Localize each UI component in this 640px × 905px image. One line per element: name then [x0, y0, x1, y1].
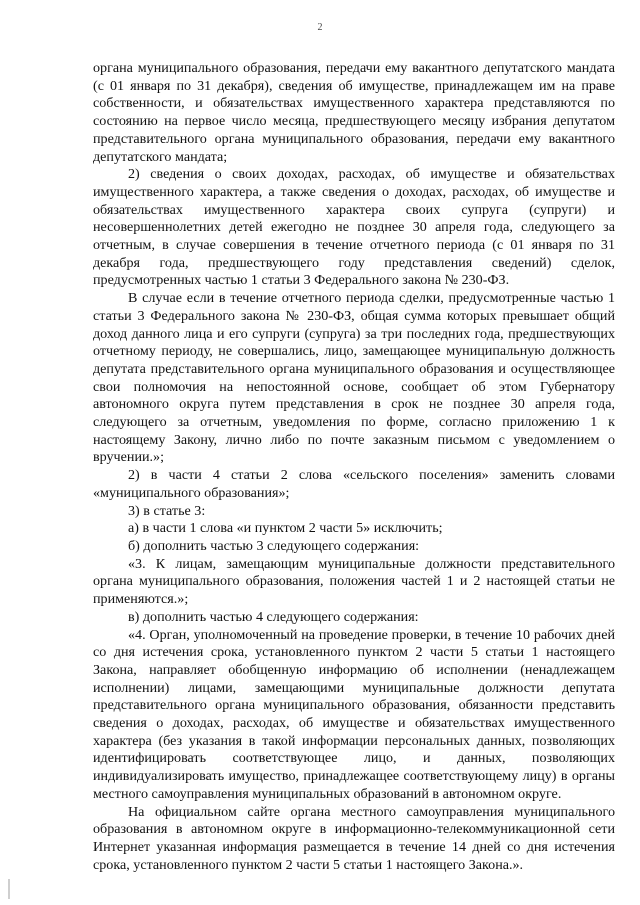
document-body — [93, 60, 615, 874]
paragraph-part-3: «3. К лицам, замещающим муниципальные должности представительного органа муниципального образования, положения частей 1 и 2 настоящей статьи не применяются.»; — [93, 555, 615, 608]
paragraph-subitem-v: в) дополнить частью 4 следующего содержания: — [128, 608, 419, 625]
paragraph-part-4: «4. Орган, уполномоченный на проведение проверки, в течение 10 рабочих дней со дня истечения срока, установленного пунктом 2 части 5 статьи 1 настоящего Закона, направляет обобщенную информацию об исполнении (ненадлежащем исполнении) лицами, замещающими муниципальные должности депутата представительного органа муниципального образования, обязанности представить сведения о доходах, расходах, об имуществе и обязательствах имущественного характера (без указания в такой информации персональных данных, позволяющих идентифицировать соответствующее лицо, и данных, позволяющих индивидуализировать имущество, принадлежащее соответствующему лицу) в органы местного самоуправления муниципальных образований в автономном округе. — [93, 626, 615, 802]
paragraph-continuation: органа муниципального образования, передачи ему вакантного депутатского мандата (с 01 января по 31 декабря), сведения об имуществе, принадлежащем им на праве собственности, и обязательствах имущественного характера представляются по состоянию на первое число месяца, предшествующего месяцу избрания депутатом представительного органа муниципального образования, передачи ему вакантного депутатского мандата; — [93, 60, 615, 165]
scan-edge-mark — [8, 879, 10, 899]
paragraph-item-2: 2) сведения о своих доходах, расходах, об имуществе и обязательствах имущественного характера, а также сведения о доходах, расходах, об имуществе и обязательствах имущественного характера своих супруга (супруги) и несовершеннолетних детей ежегодно не позднее 30 апреля года, следующего за отчетным, в случае совершения в течение отчетного периода (с 01 января по 31 декабря года, предшествующего году представления сведений) сделок, предусмотренных частью 1 статьи 3 Федерального закона № 230-ФЗ. — [93, 166, 615, 289]
paragraph-case: В случае если в течение отчетного периода сделки, предусмотренные частью 1 статьи 3 Федерального закона № 230-ФЗ, общая сумма которых превышает общий доход данного лица и его супруги (супруга) за три последних года, предшествующих отчетному периоду, не совершались, лицо, замещающее муниципальную должность депутата представительного органа муниципального образования и осуществляющее свои полномочия на непостоянной основе, сообщает об этом Губернатору автономного округа путем представления в срок не позднее 30 апреля года, следующего за отчетным, уведомления по форме, согласно приложению 1 к настоящему Закону, лично либо по почте заказным письмом с уведомлением о вручении.»; — [93, 290, 615, 466]
paragraph-subitem-a: а) в части 1 слова «и пунктом 2 части 5» исключить; — [128, 520, 443, 537]
paragraph-subitem-b: б) дополнить частью 3 следующего содержания: — [128, 537, 420, 554]
paragraph-official-site: На официальном сайте органа местного самоуправления муниципального образования в автономном округе в информационно-телекоммуникационной сети Интернет указанная информация размещается в течение 14 дней со дня истечения срока, установленного пунктом 2 части 5 статьи 1 настоящего Закона.». — [93, 803, 615, 873]
paragraph-amendment-3: 3) в статье 3: — [128, 502, 206, 519]
paragraph-amendment-2: 2) в части 4 статьи 2 слова «сельского поселения» заменить словами «муниципального образования»; — [93, 467, 615, 501]
page-number: 2 — [317, 22, 323, 33]
